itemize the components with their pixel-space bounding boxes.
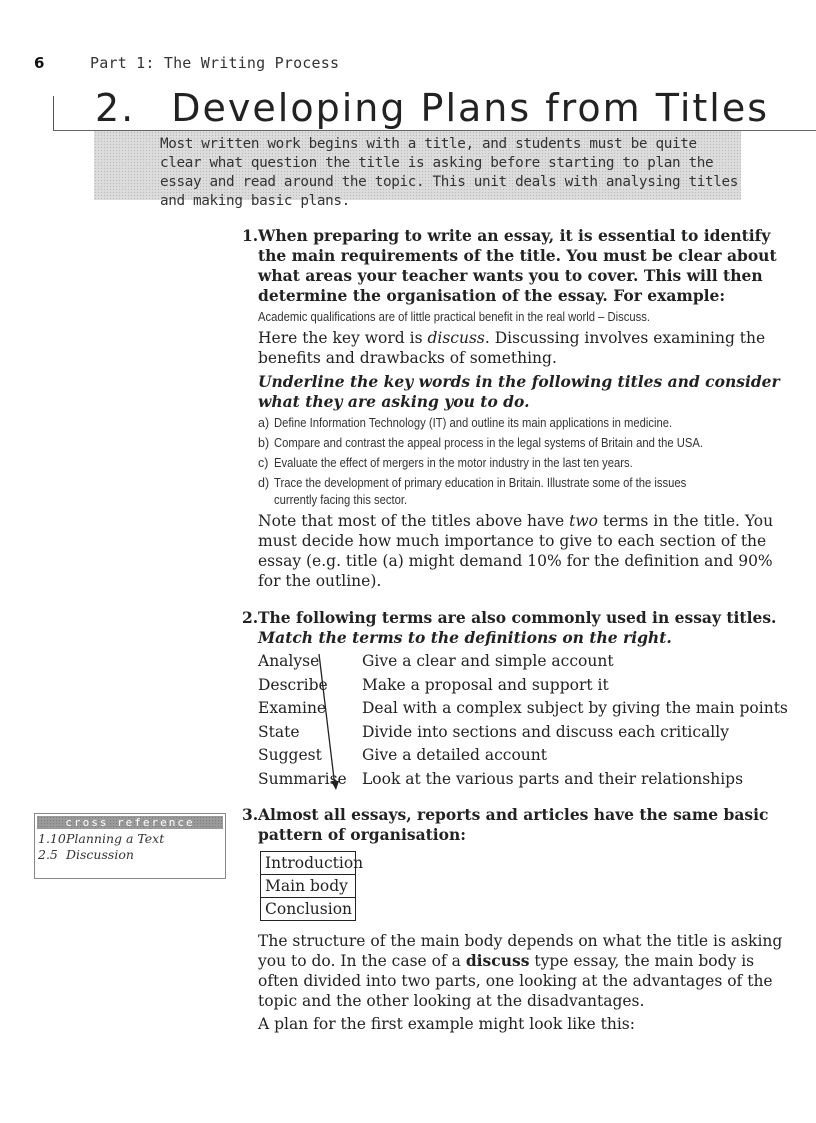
unit-title [95, 86, 769, 130]
cross-reference-heading: cross reference [37, 816, 223, 829]
pattern-conclusion: Conclusion [265, 900, 353, 918]
exercise-3-lead: Almost all essays, reports and articles have the same basic pattern of organisation: [258, 805, 769, 844]
text-span: type essay, the main body is often divided into two parts, one looking at the advantages of the topic and the other looking at the disadvantages. [258, 952, 773, 1010]
intro-box [94, 131, 741, 209]
exercise-1 [236, 226, 796, 591]
item-letter: a) [258, 416, 270, 430]
definition: Give a clear and simple account [362, 652, 614, 670]
key-word-paragraph [258, 328, 796, 368]
match-row [258, 768, 796, 792]
term: Examine [258, 699, 327, 717]
xref-title: Discussion [66, 847, 134, 862]
text-span: Note that most of the titles above have [258, 512, 570, 530]
exercise-2-instruction: Match the terms to the definitions on the right. [258, 628, 672, 647]
running-header: Part 1: The Writing Process [90, 54, 340, 72]
cross-reference-box [34, 813, 226, 879]
pattern-introduction: Introduction [261, 852, 355, 875]
item-text: Trace the development of primary education in Britain. Illustrate some of the issues currently facing this sector. [274, 476, 687, 507]
structure-paragraph [258, 931, 796, 1011]
definition: Make a proposal and support it [362, 675, 609, 694]
example-title: Academic qualifications are of little practical benefit in the real world – Discuss. [258, 310, 651, 324]
definition: Look at the various parts and their relationships [362, 769, 744, 788]
match-row [258, 674, 796, 698]
cross-reference-item[interactable] [35, 831, 225, 847]
key-word: discuss [465, 951, 530, 970]
page-number: 6 [34, 54, 45, 72]
term: Summarise [258, 769, 347, 788]
term: Describe [258, 675, 328, 694]
definition: Divide into sections and discuss each critically [362, 722, 729, 741]
exercise-2-lead: The following terms are also commonly used in essay titles. [258, 608, 777, 627]
note-paragraph [258, 511, 796, 591]
text-span: Here the key word is [258, 329, 428, 347]
exercise-1-lead: When preparing to write an essay, it is essential to identify the main requirements of the title. You must be clear about what areas your teacher wants you to cover. This will then determine the organisation of the essay. For example: [258, 226, 777, 305]
key-word: discuss [427, 329, 485, 347]
pattern-main-body: Main body [261, 875, 355, 898]
match-row [258, 721, 796, 745]
item-letter: d) [258, 476, 270, 490]
key-word: two [569, 512, 598, 530]
cross-reference-item[interactable] [35, 847, 225, 863]
xref-code: 1.10 [38, 831, 66, 846]
item-letter: b) [258, 436, 270, 450]
matching-exercise [258, 650, 796, 791]
text-span: terms in the title. You must decide how much importance to give to each section of the essay (e.g. title (a) might demand 10% for the definition and 90% for the outline). [258, 512, 774, 590]
intro-text: Most written work begins with a title, and students must be quite clear what question the title is asking before starting to plan the essay and read around the topic. This unit deals with analysing titles and making basic plans. [160, 136, 739, 209]
title-item [258, 475, 796, 509]
item-letter: c) [258, 456, 269, 470]
xref-code: 2.5 [38, 847, 58, 862]
match-row [258, 650, 796, 674]
title-item [258, 455, 796, 472]
exercise-number: 3. [242, 805, 259, 824]
exercise-2 [236, 608, 796, 791]
item-text: Define Information Technology (IT) and outline its main applications in medicine. [274, 416, 673, 430]
match-row [258, 744, 796, 768]
definition: Give a detailed account [362, 746, 547, 764]
unit-title-text: Developing Plans from Titles [171, 86, 770, 130]
xref-title: Planning a Text [66, 831, 165, 846]
exercise-number: 1. [242, 226, 259, 245]
match-row [258, 697, 796, 721]
exercise-number: 2. [242, 608, 259, 627]
exercise-3 [236, 805, 796, 1034]
definition: Deal with a complex subject by giving the main points [362, 699, 788, 717]
exercise-content [236, 226, 796, 1034]
term: Analyse [258, 652, 320, 670]
text-span: The structure of the main body depends on what the title is asking you to do. In the case of a [258, 932, 783, 970]
term: State [258, 722, 300, 741]
exercise-1-instruction: Underline the key words in the following titles and consider what they are asking you to do. [258, 372, 780, 411]
plan-intro: A plan for the first example might look like this: [258, 1015, 635, 1033]
item-text: Evaluate the effect of mergers in the motor industry in the last ten years. [274, 456, 633, 470]
unit-number: 2. [95, 86, 136, 130]
organisation-pattern [260, 851, 364, 921]
item-text: Compare and contrast the appeal process in the legal systems of Britain and the USA. [274, 436, 703, 450]
title-item [258, 415, 796, 432]
title-item [258, 435, 796, 452]
term: Suggest [258, 746, 322, 764]
text-span: . Discussing involves examining the benefits and drawbacks of something. [258, 329, 766, 367]
title-rule-vertical [53, 96, 54, 130]
